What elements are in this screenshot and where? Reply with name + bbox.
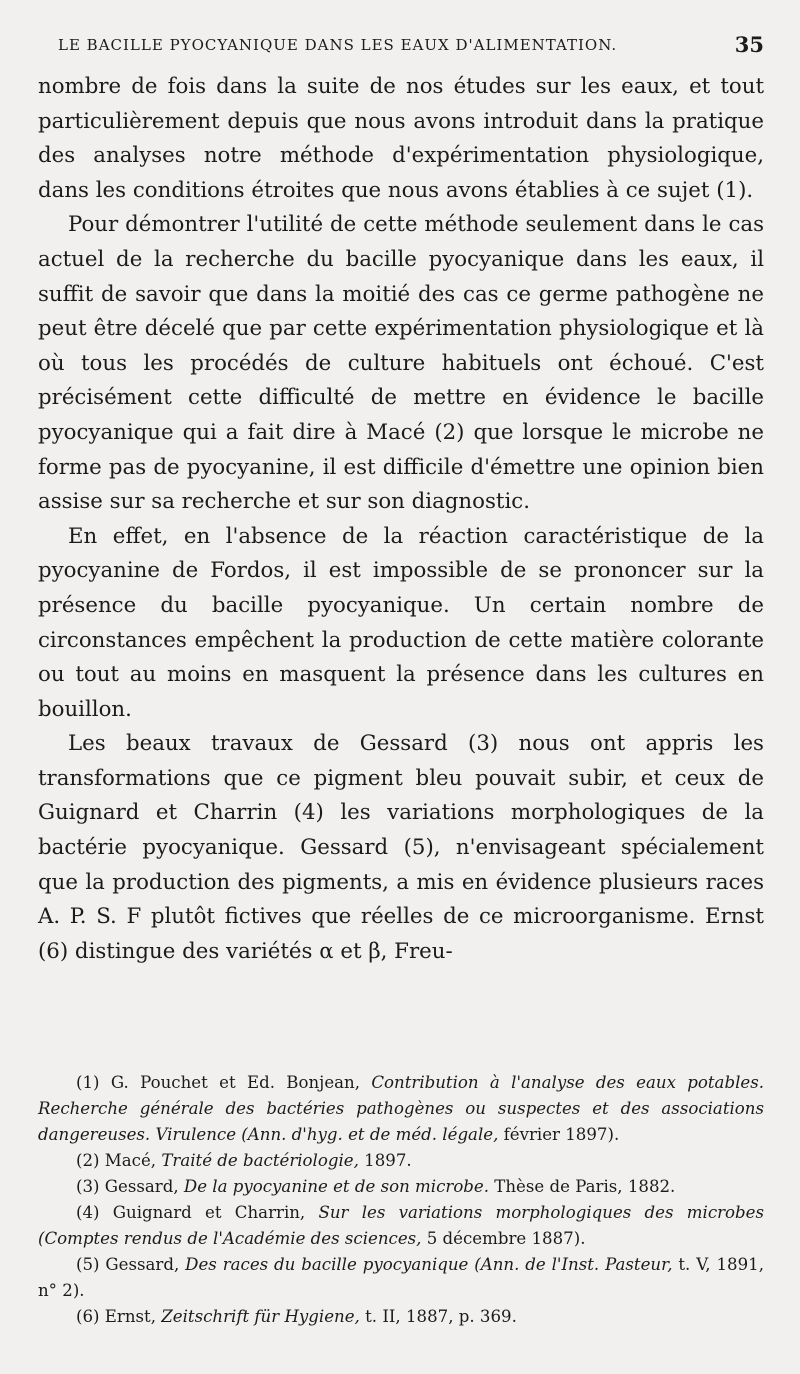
footnote-number: (3)	[76, 1177, 100, 1196]
footnote-details: février 1897).	[498, 1125, 620, 1144]
footnote-author: Gessard,	[104, 1177, 184, 1196]
footnote-number: (6)	[76, 1307, 100, 1326]
paragraph: Les beaux travaux de Gessard (3) nous ont appris les transformations que ce pigment bleu pouvait subir, et ceux de Guignard et Charrin (4) les variations morphologiques de la bactérie pyocyanique. Gessard (5), n'envisageant spécialement que la production des pigments, a mis en évidence plusieurs races A. P. S. F plutôt fictives que réelles de ce microorganisme. Ernst (6) distingue des variétés α et β, Freu-	[38, 731, 764, 964]
main-text	[38, 70, 764, 969]
paragraph: nombre de fois dans la suite de nos études sur les eaux, et tout particulièrement depuis que nous avons introduit dans la pratique des analyses notre méthode d'expérimentation physiologique, dans les conditions étroites que nous avons établies à ce sujet (1).	[38, 74, 764, 203]
footnote-5	[38, 1252, 764, 1304]
footnote-number: (5)	[76, 1255, 100, 1274]
footnote-2	[38, 1148, 764, 1174]
footnote-author: Macé,	[104, 1151, 162, 1170]
footnote-4	[38, 1200, 764, 1252]
footnote-work-title: Contribution à l'analyse des eaux potables. Recherche générale des bactéries pathogènes ou suspectes et des associations dangereuses. Virulence (Ann. d'hyg. et de méd. légale,	[38, 1073, 764, 1144]
footnote-work-title: De la pyocyanine et de son microbe.	[183, 1177, 490, 1196]
running-title: LE BACILLE PYOCYANIQUE DANS LES EAUX D'ALIMENTATION.	[58, 36, 618, 54]
footnote-work-title: Sur les variations morphologiques des microbes (Comptes rendus de l'Académie des sciences,	[38, 1203, 764, 1248]
footnote-3	[38, 1174, 764, 1200]
footnote-1	[38, 1070, 764, 1148]
footnote-details: t. II, 1887, p. 369.	[359, 1307, 517, 1326]
footnote-author: Guignard et Charrin,	[112, 1203, 319, 1222]
footnote-number: (4)	[76, 1203, 100, 1222]
footnote-details: Thèse de Paris, 1882.	[489, 1177, 676, 1196]
footnote-work-title: Zeitschrift für Hygiene,	[161, 1307, 360, 1326]
footnote-work-title: Traité de bactériologie,	[161, 1151, 359, 1170]
footnote-number: (2)	[76, 1151, 100, 1170]
paragraph: Pour démontrer l'utilité de cette méthode seulement dans le cas actuel de la recherche du bacille pyocyanique dans les eaux, il suffit de savoir que dans la moitié des cas ce germe pathogène ne peut être décelé que par cette expérimentation physiologique et là où tous les procédés de culture habituels ont échoué. C'est précisément cette difficulté de mettre en évidence le bacille pyocyanique qui a fait dire à Macé (2) que lorsque le microbe ne forme pas de pyocyanine, il est difficile d'émettre une opinion bien assise sur sa recherche et sur son diagnostic.	[38, 212, 764, 515]
footnote-details: t. V, 1891, n° 2).	[38, 1255, 764, 1300]
footnote-author: Ernst,	[104, 1307, 162, 1326]
footnote-6	[38, 1304, 764, 1330]
footnote-details: 1897.	[358, 1151, 412, 1170]
footnote-details: 5 décembre 1887).	[421, 1229, 586, 1248]
footnotes	[38, 1070, 764, 1330]
paragraph: En effet, en l'absence de la réaction caractéristique de la pyocyanine de Fordos, il est impossible de se prononcer sur la présence du bacille pyocyanique. Un certain nombre de circonstances empêchent la production de cette matière colorante ou tout au moins en masquent la présence dans les cultures en bouillon.	[38, 523, 764, 722]
footnote-work-title: Des races du bacille pyocyanique (Ann. de l'Inst. Pasteur,	[185, 1255, 673, 1274]
footnote-number: (1)	[76, 1073, 100, 1092]
footnote-author: G. Pouchet et Ed. Bonjean,	[110, 1073, 372, 1092]
page-number: 35	[734, 32, 764, 57]
running-header	[38, 32, 764, 62]
footnote-author: Gessard,	[105, 1255, 186, 1274]
